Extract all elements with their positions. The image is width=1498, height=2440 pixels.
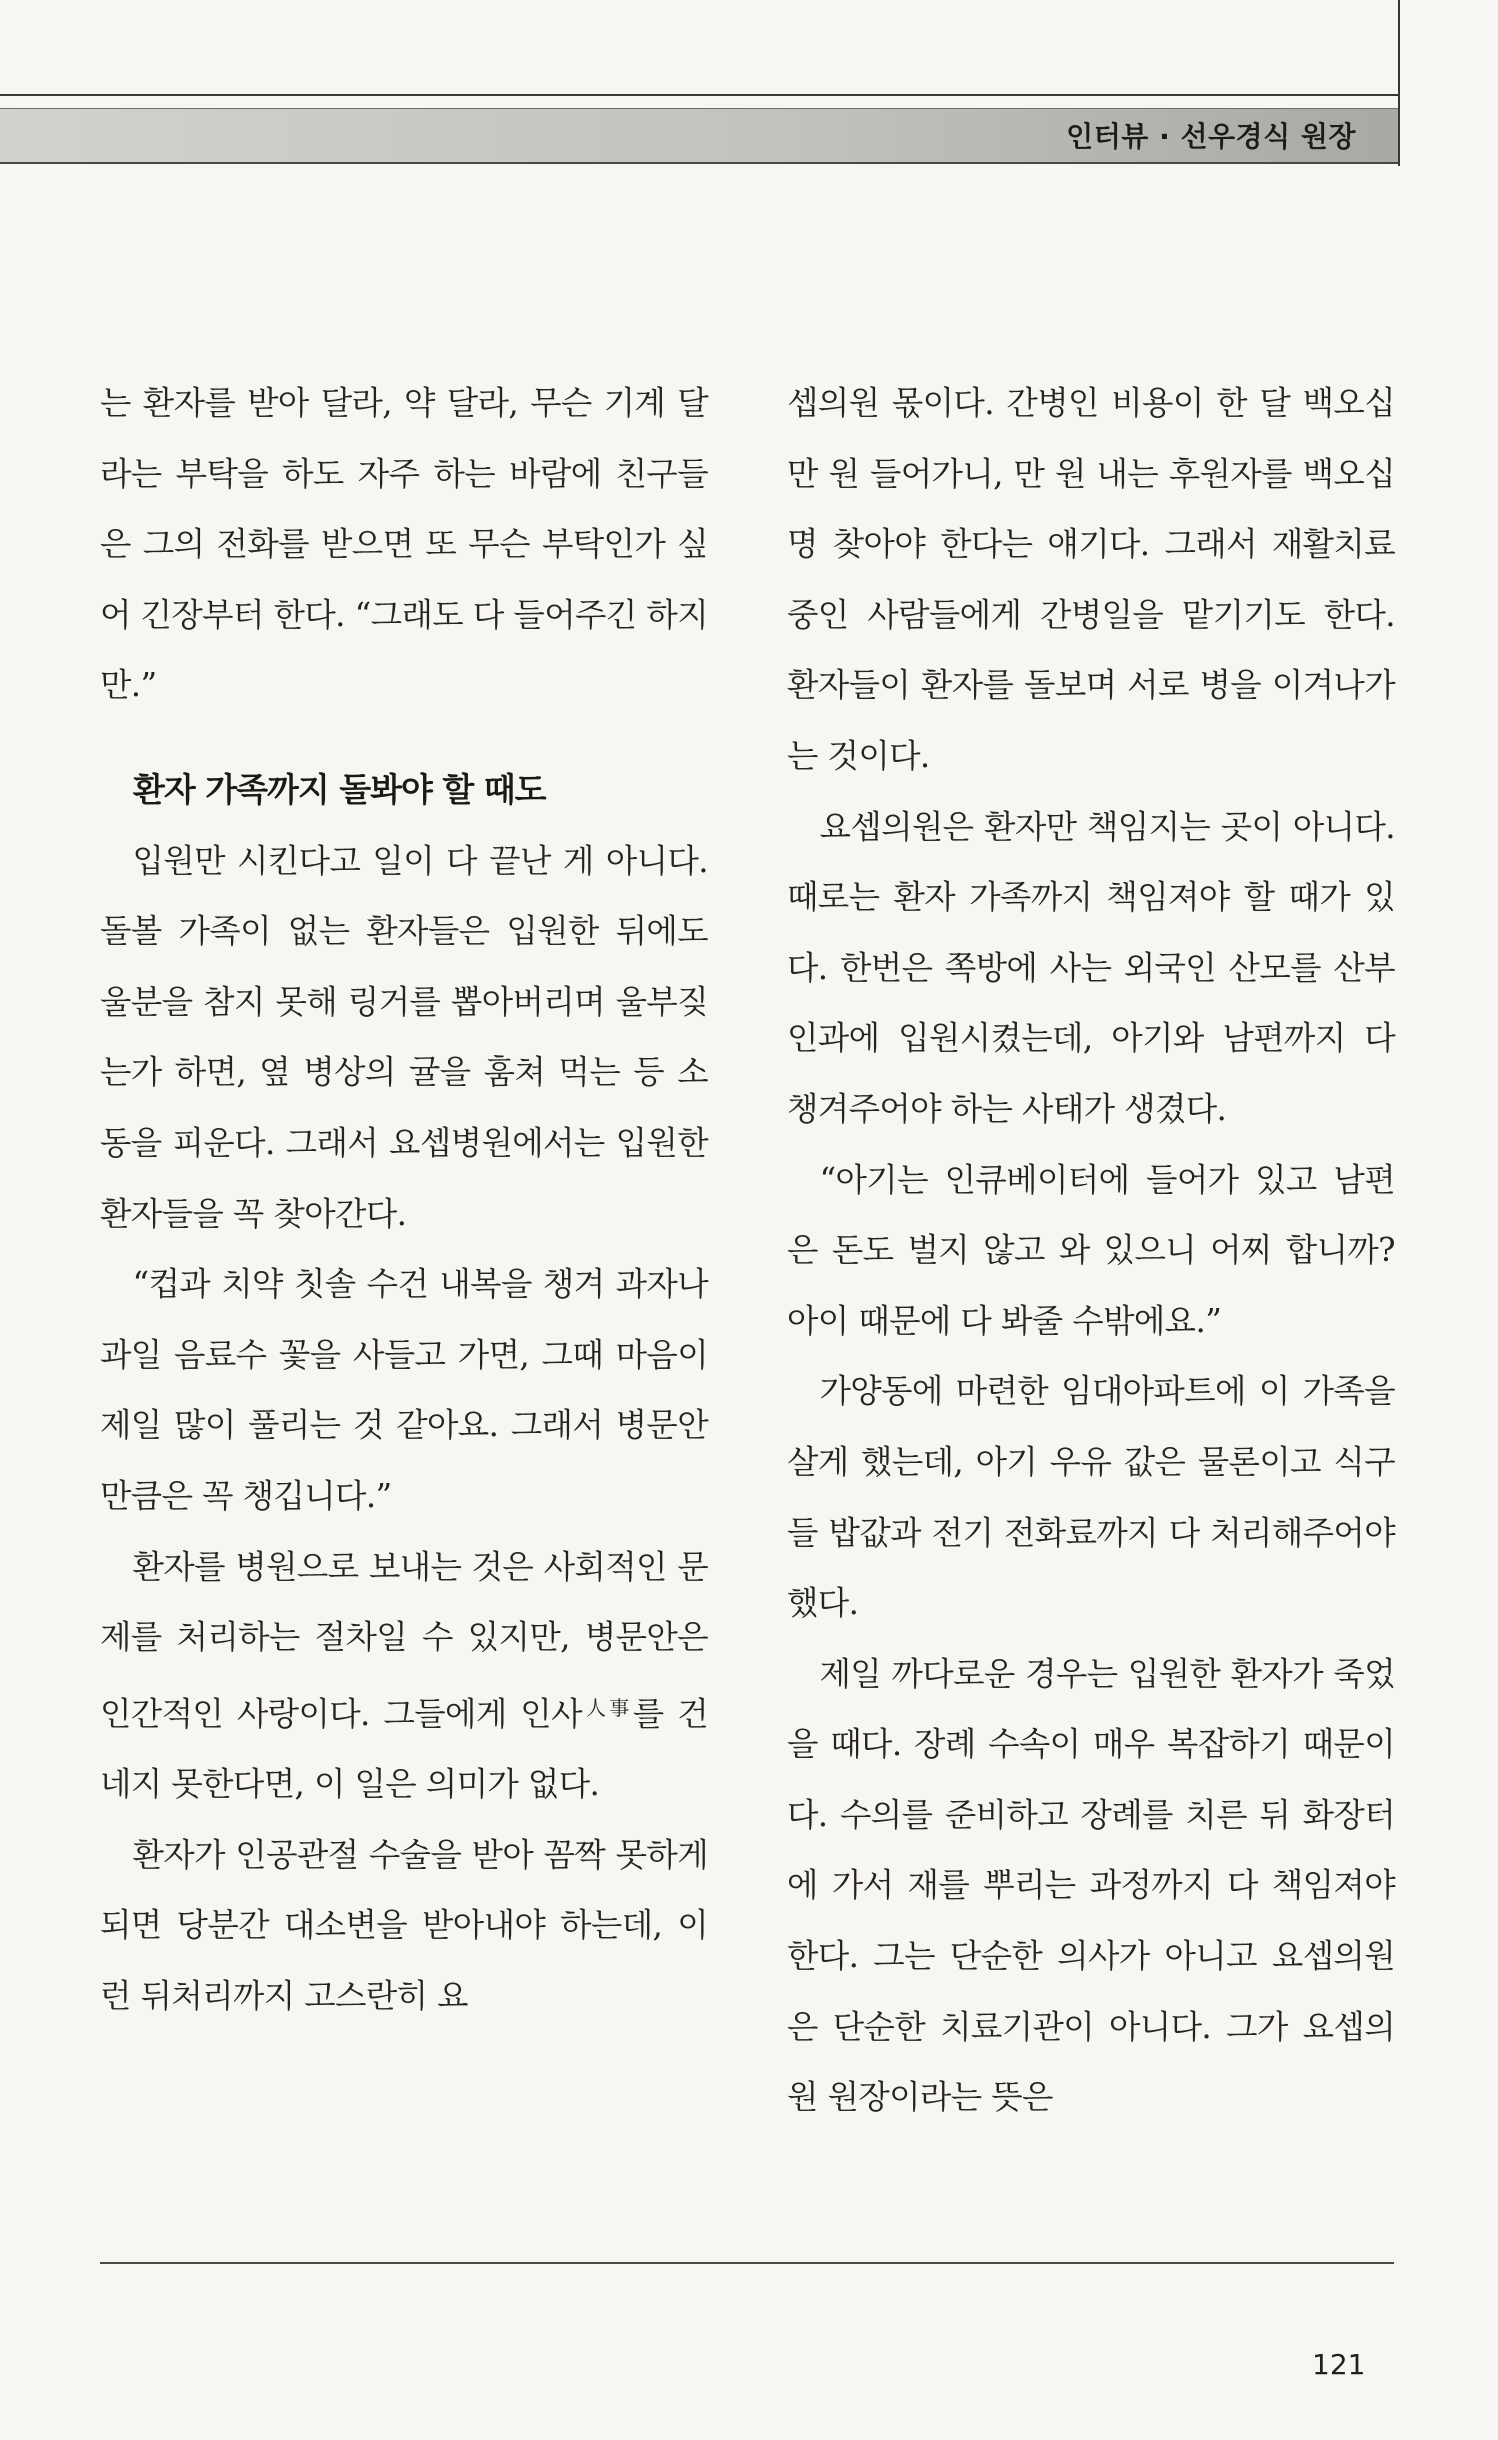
paragraph: 제일 까다로운 경우는 입원한 환자가 죽었을 때다. 장례 수속이 매우 복잡하기 때문이다. 수의를 준비하고 장례를 치른 뒤 화장터에 가서 재를 뿌리는 과정까지 다 책임져야 한다. 그는 단순한 의사가 아니고 요셉의원은 단순한 치료기관이 아니다. 그가 요셉의원 원장이라는 뜻은 bbox=[787, 1654, 1395, 2117]
quote-paragraph: “아기는 인큐베이터에 들어가 있고 남편은 돈도 벌지 않고 와 있으니 어찌 합니까? 아이 때문에 다 봐줄 수밖에요.” bbox=[787, 1160, 1395, 1340]
page-number: 121 bbox=[1312, 2348, 1366, 2381]
right-text-column bbox=[787, 368, 1395, 2133]
hanja-annotation: 人事 bbox=[581, 1695, 633, 1720]
paragraph-text-before-annotation: 환자를 병원으로 보내는 것은 사회적인 문제를 처리하는 절차일 수 있지만, 병문안은 인간적인 사랑이다. 그들에게 인사 bbox=[100, 1547, 708, 1733]
header-right-rule bbox=[1398, 0, 1400, 166]
paragraph-text-after-annotation: 를 건네지 못한다면, 이 일은 의미가 없다. bbox=[100, 1694, 708, 1804]
paragraph: 환자가 인공관절 수술을 받아 꼼짝 못하게 되면 당분간 대소변을 받아내야 하는데, 이런 뒤처리까지 고스란히 요 bbox=[100, 1835, 708, 2016]
paragraph: 입원만 시킨다고 일이 다 끝난 게 아니다. 돌볼 가족이 없는 환자들은 입원한 뒤에도 울분을 참지 못해 링거를 뽑아버리며 울부짖는가 하면, 옆 병상의 귤을 훔쳐 먹는 등 소동을 피운다. 그래서 요셉병원에서는 입원한 환자들을 꼭 찾아간다. bbox=[100, 841, 708, 1233]
section-subheading: 환자 가족까지 돌봐야 할 때도 bbox=[133, 769, 546, 809]
paragraph: 요셉의원은 환자만 책임지는 곳이 아니다. 때로는 환자 가족까지 책임져야 할 때가 있다. 한번은 쪽방에 사는 외국인 산모를 산부인과에 입원시켰는데, 아기와 남편까지 다 챙겨주어야 하는 사태가 생겼다. bbox=[787, 807, 1395, 1128]
running-header bbox=[0, 108, 1398, 164]
running-header-title: 인터뷰 · 선우경식 원장 bbox=[1066, 120, 1356, 153]
paragraph bbox=[100, 1532, 708, 1820]
footer-rule bbox=[100, 2262, 1394, 2264]
header-top-rule bbox=[0, 94, 1400, 96]
paragraph: 는 환자를 받아 달라, 약 달라, 무슨 기계 달라는 부탁을 하도 자주 하는 바람에 친구들은 그의 전화를 받으면 또 무슨 부탁인가 싶어 긴장부터 한다. “그래도 다 들어주긴 하지만.” bbox=[100, 384, 708, 705]
paragraph: 가양동에 마련한 임대아파트에 이 가족을 살게 했는데, 아기 우유 값은 물론이고 식구들 밥값과 전기 전화료까지 다 처리해주어야 했다. bbox=[787, 1372, 1395, 1623]
left-text-column bbox=[100, 368, 708, 2032]
paragraph: 셉의원 몫이다. 간병인 비용이 한 달 백오십만 원 들어가니, 만 원 내는 후원자를 백오십 명 찾아야 한다는 얘기다. 그래서 재활치료 중인 사람들에게 간병일을 맡기기도 한다. 환자들이 환자를 돌보며 서로 병을 이겨나가는 것이다. bbox=[787, 384, 1395, 775]
quote-paragraph: “컵과 치약 칫솔 수건 내복을 챙겨 과자나 과일 음료수 꽃을 사들고 가면, 그때 마음이 제일 많이 풀리는 것 같아요. 그래서 병문안만큼은 꼭 챙깁니다.” bbox=[100, 1265, 708, 1515]
